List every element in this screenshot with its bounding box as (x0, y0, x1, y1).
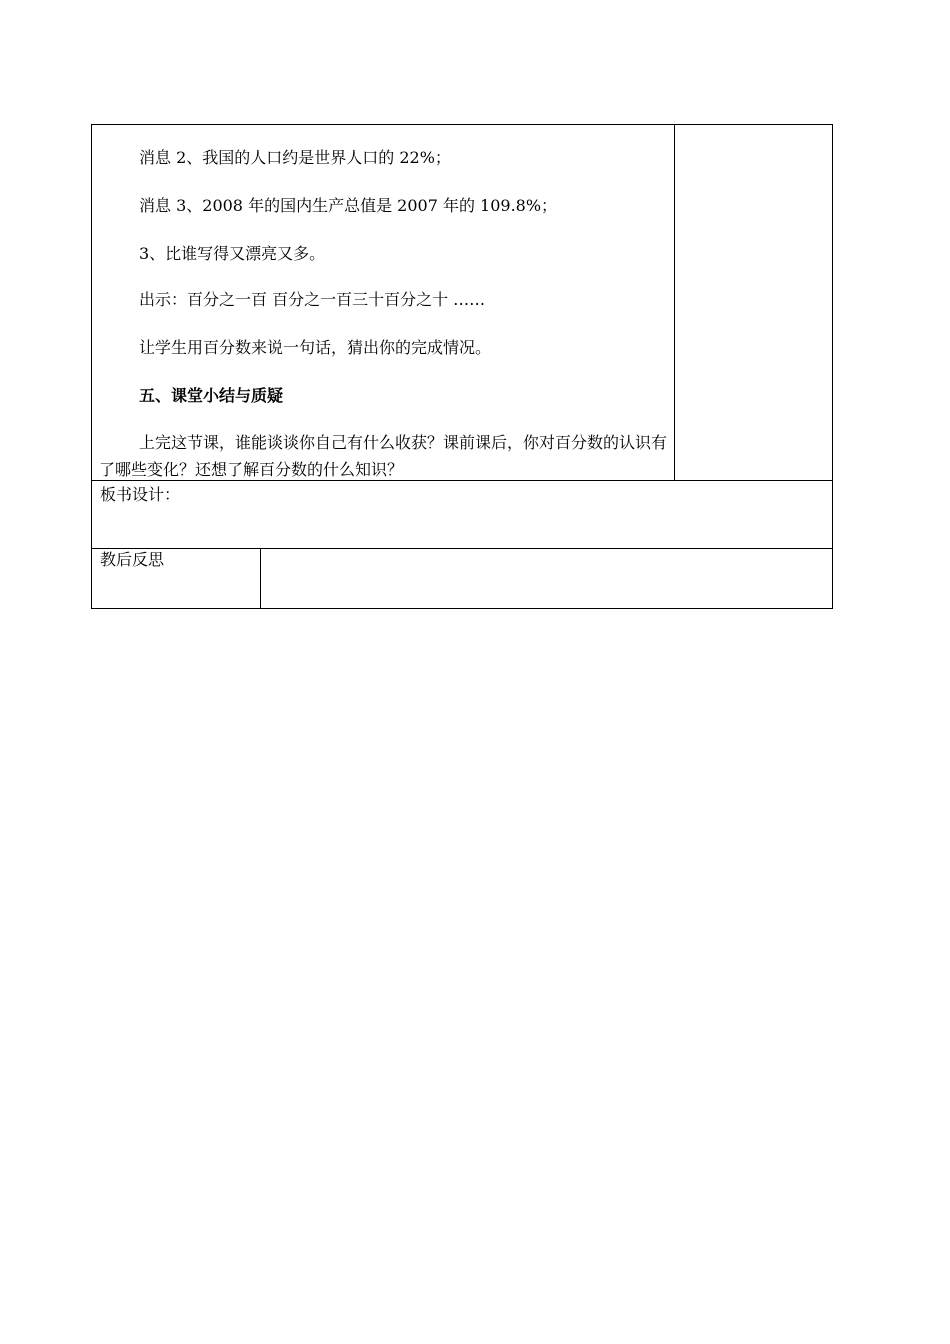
instruction-line: 让学生用百分数来说一句话，猜出你的完成情况。 (139, 338, 492, 357)
section-heading: 五、课堂小结与质疑 (139, 386, 284, 405)
message-3-line: 消息 3、2008 年的国内生产总值是 2007 年的 109.8%； (139, 196, 558, 215)
notes-cell (675, 124, 833, 481)
board-design-row (91, 481, 833, 548)
reflection-label-cell (91, 549, 261, 609)
board-design-label: 板书设计： (100, 485, 181, 504)
reflection-content-cell (261, 549, 833, 609)
lesson-plan-table (91, 124, 833, 609)
activity-3-line: 3、比谁写得又漂亮又多。 (139, 244, 326, 263)
message-2-line: 消息 2、我国的人口约是世界人口的 22%； (139, 148, 451, 167)
reflection-label: 教后反思 (100, 550, 165, 569)
lesson-content-cell (91, 124, 675, 481)
display-line: 出示：百分之一百 百分之一百三十百分之十 …… (139, 290, 486, 309)
summary-paragraph: 上完这节课，谁能谈谈你自己有什么收获？课前课后，你对百分数的认识有了哪些变化？还想了解百分数的什么知识？ (99, 433, 668, 479)
